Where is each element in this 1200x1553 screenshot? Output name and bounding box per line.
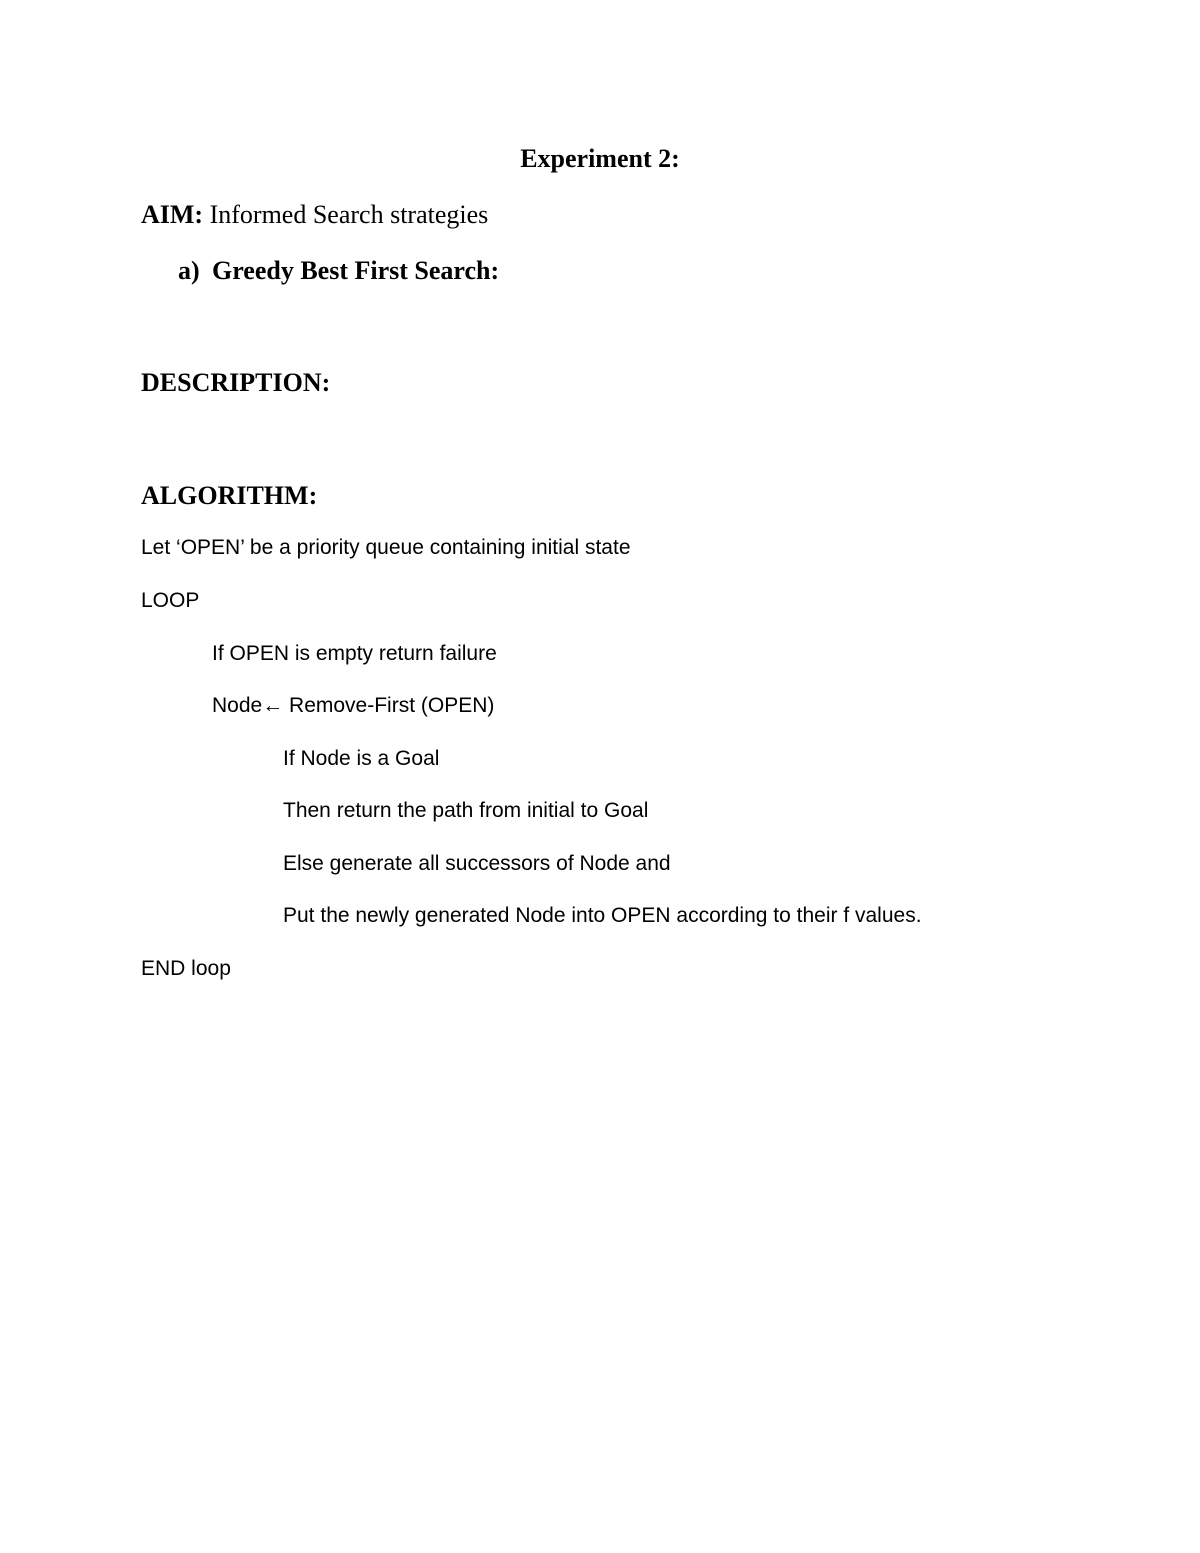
subheading-text: Greedy Best First Search:	[212, 256, 500, 285]
aim-text: Informed Search strategies	[209, 200, 489, 229]
algorithm-line: Then return the path from initial to Goal	[283, 799, 649, 822]
list-marker: a)	[178, 256, 200, 285]
aim-label: AIM:	[141, 200, 204, 229]
description-heading: DESCRIPTION:	[141, 368, 331, 397]
algorithm-line: Else generate all successors of Node and	[283, 852, 671, 875]
document-title: Experiment 2:	[520, 144, 680, 173]
algorithm-line: Put the newly generated Node into OPEN according to their f values.	[283, 904, 922, 927]
aim-line	[141, 202, 488, 228]
algorithm-heading: ALGORITHM:	[141, 481, 318, 510]
algorithm-line: END loop	[141, 957, 231, 980]
algorithm-line: Node← Remove-First (OPEN)	[212, 694, 495, 717]
algorithm-line: LOOP	[141, 589, 200, 612]
algorithm-line: Let ‘OPEN’ be a priority queue containing initial state	[141, 536, 631, 559]
algorithm-line: If OPEN is empty return failure	[212, 642, 497, 665]
algorithm-line: If Node is a Goal	[283, 747, 440, 770]
subheading	[178, 258, 499, 284]
